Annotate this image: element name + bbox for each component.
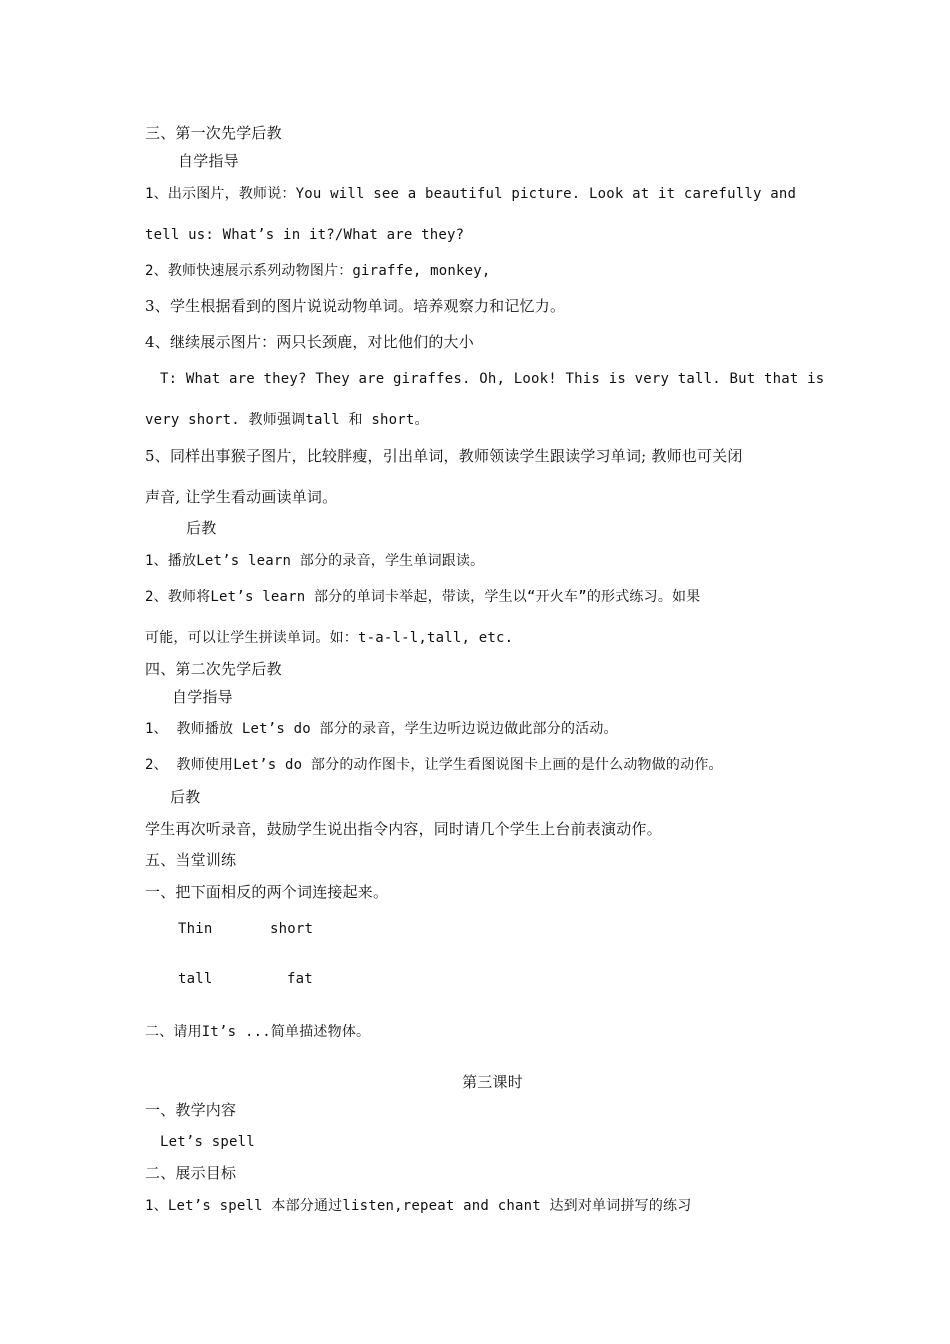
- paragraph: 1、 教师播放 Let’s do 部分的录音，学生边听边说边做此部分的活动。: [145, 721, 618, 737]
- paragraph: 5、同样出事猴子图片，比较胖瘦，引出单词，教师领读学生跟读学习单词; 教师也可关闭: [145, 447, 743, 465]
- section-heading: 二、展示目标: [145, 1164, 237, 1182]
- paragraph: Let’s spell: [160, 1134, 255, 1150]
- paragraph: very short. 教师强调tall 和 short。: [145, 412, 429, 428]
- word-thin: Thin: [178, 921, 213, 937]
- subheading: 自学指导: [172, 688, 233, 706]
- paragraph: 1、Let’s spell 本部分通过listen,repeat and chant 达到对单词拼写的练习: [145, 1198, 692, 1214]
- paragraph: 4、继续展示图片：两只长颈鹿，对比他们的大小: [145, 333, 474, 351]
- paragraph: 1、播放Let’s learn 部分的录音，学生单词跟读。: [145, 553, 485, 569]
- paragraph: 可能，可以让学生拼读单词。如：t-a-l-l,tall, etc.: [145, 630, 514, 646]
- paragraph: T: What are they? They are giraffes. Oh, Look! This is very tall. But that is: [160, 371, 825, 387]
- paragraph: 3、学生根据看到的图片说说动物单词。培养观察力和记忆力。: [145, 297, 566, 315]
- paragraph: 2、教师快速展示系列动物图片：giraffe, monkey,: [145, 263, 491, 279]
- section-heading: 四、第二次先学后教: [145, 660, 282, 678]
- word-fat: fat: [287, 971, 313, 987]
- exercise-instruction: 二、请用It’s ...简单描述物体。: [145, 1024, 371, 1040]
- word-tall: tall: [178, 971, 213, 987]
- section-heading: 三、第一次先学后教: [145, 124, 282, 142]
- paragraph: 2、教师将Let’s learn 部分的单词卡举起，带读，学生以“开火车”的形式练习。如果: [145, 589, 701, 605]
- paragraph: tell us: What’s in it?/What are they?: [145, 227, 465, 243]
- section-heading: 五、当堂训练: [145, 851, 237, 869]
- section-heading: 一、教学内容: [145, 1101, 237, 1119]
- subheading: 后教: [186, 519, 217, 537]
- lesson-title: 第三课时: [462, 1073, 523, 1091]
- subheading: 后教: [170, 788, 201, 806]
- paragraph: 学生再次听录音，鼓励学生说出指令内容，同时请几个学生上台前表演动作。: [145, 820, 662, 838]
- subheading: 自学指导: [178, 152, 239, 170]
- paragraph: 1、出示图片，教师说：You will see a beautiful picture. Look at it carefully and: [145, 186, 797, 202]
- paragraph: 声音, 让学生看动画读单词。: [145, 488, 338, 506]
- word-short: short: [270, 921, 314, 937]
- exercise-instruction: 一、把下面相反的两个词连接起来。: [145, 883, 389, 901]
- paragraph: 2、 教师使用Let’s do 部分的动作图卡，让学生看图说图卡上画的是什么动物做的动作。: [145, 757, 723, 773]
